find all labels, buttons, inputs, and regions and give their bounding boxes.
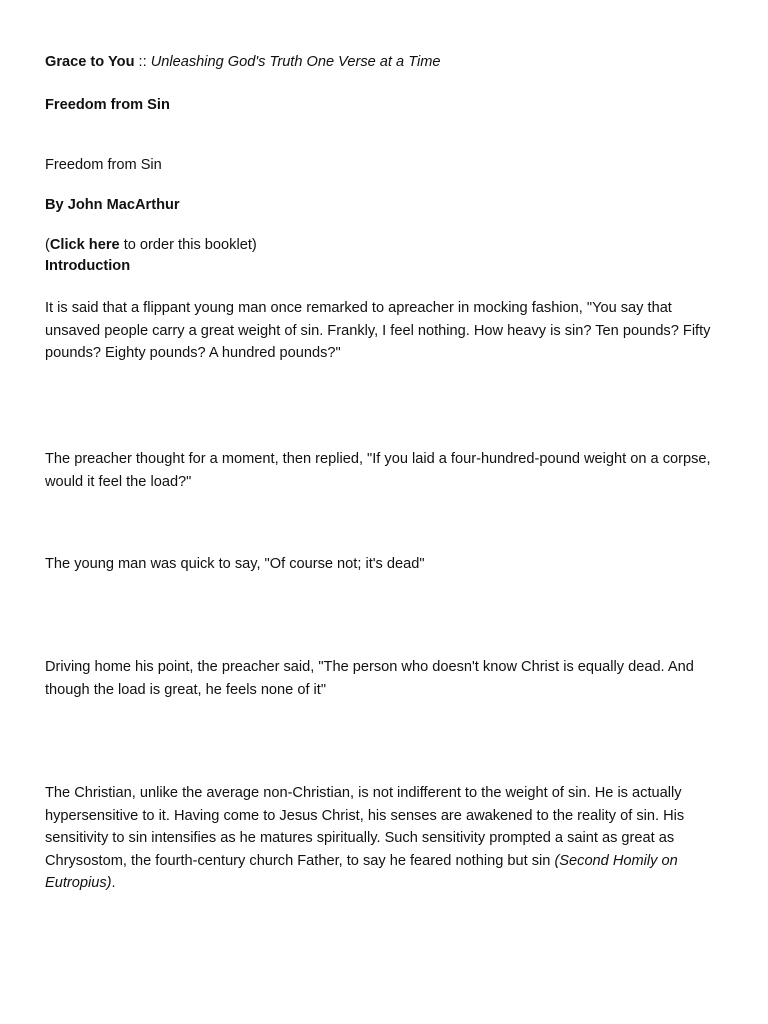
site-header (45, 51, 725, 74)
order-open-paren: ( (45, 237, 50, 253)
paragraph: The preacher thought for a moment, then replied, "If you laid a four-hundred-pound weight on a corpse, would it feel the load?" (45, 451, 711, 490)
paragraph-end: . (111, 875, 116, 891)
site-name: Grace to You (45, 54, 135, 70)
byline: By John MacArthur (45, 197, 180, 213)
paragraph: The young man was quick to say, "Of course not; it's dead" (45, 556, 425, 572)
article-heading: Freedom from Sin (45, 97, 170, 113)
paragraph: Driving home his point, the preacher said, "The person who doesn't know Christ is equally dead. And though the load is great, he feels none of it" (45, 659, 694, 698)
order-rest: to order this booklet) (119, 237, 257, 253)
paragraph (45, 782, 725, 895)
paragraph-text: The Christian, unlike the average non-Christian, is not indifferent to the weight of sin. He is actually hypersensitive to it. Having come to Jesus Christ, his senses are awakened to the reality of sin. His sensitivity to sin intensifies as he matures spiritually. Such sensitivity prompted a saint as great as Chrysostom, the fourth-century church Father, to say he feared nothing but sin (45, 785, 685, 869)
order-line (45, 234, 725, 257)
header-separator: :: (134, 54, 151, 70)
article-title: Freedom from Sin (45, 157, 162, 173)
citation: (Second Homily on Eutropius) (45, 852, 678, 891)
site-tagline: Unleashing God's Truth One Verse at a Time (150, 54, 441, 70)
paragraph: It is said that a flippant young man once remarked to apreacher in mocking fashion, "You say that unsaved people carry a great weight of sin. Frankly, I feel nothing. How heavy is sin? Ten pounds? Fifty pounds? Eighty pounds? A hundred pounds?" (45, 300, 711, 361)
section-heading: Introduction (45, 258, 131, 274)
order-booklet-link[interactable]: Click here (49, 237, 120, 253)
